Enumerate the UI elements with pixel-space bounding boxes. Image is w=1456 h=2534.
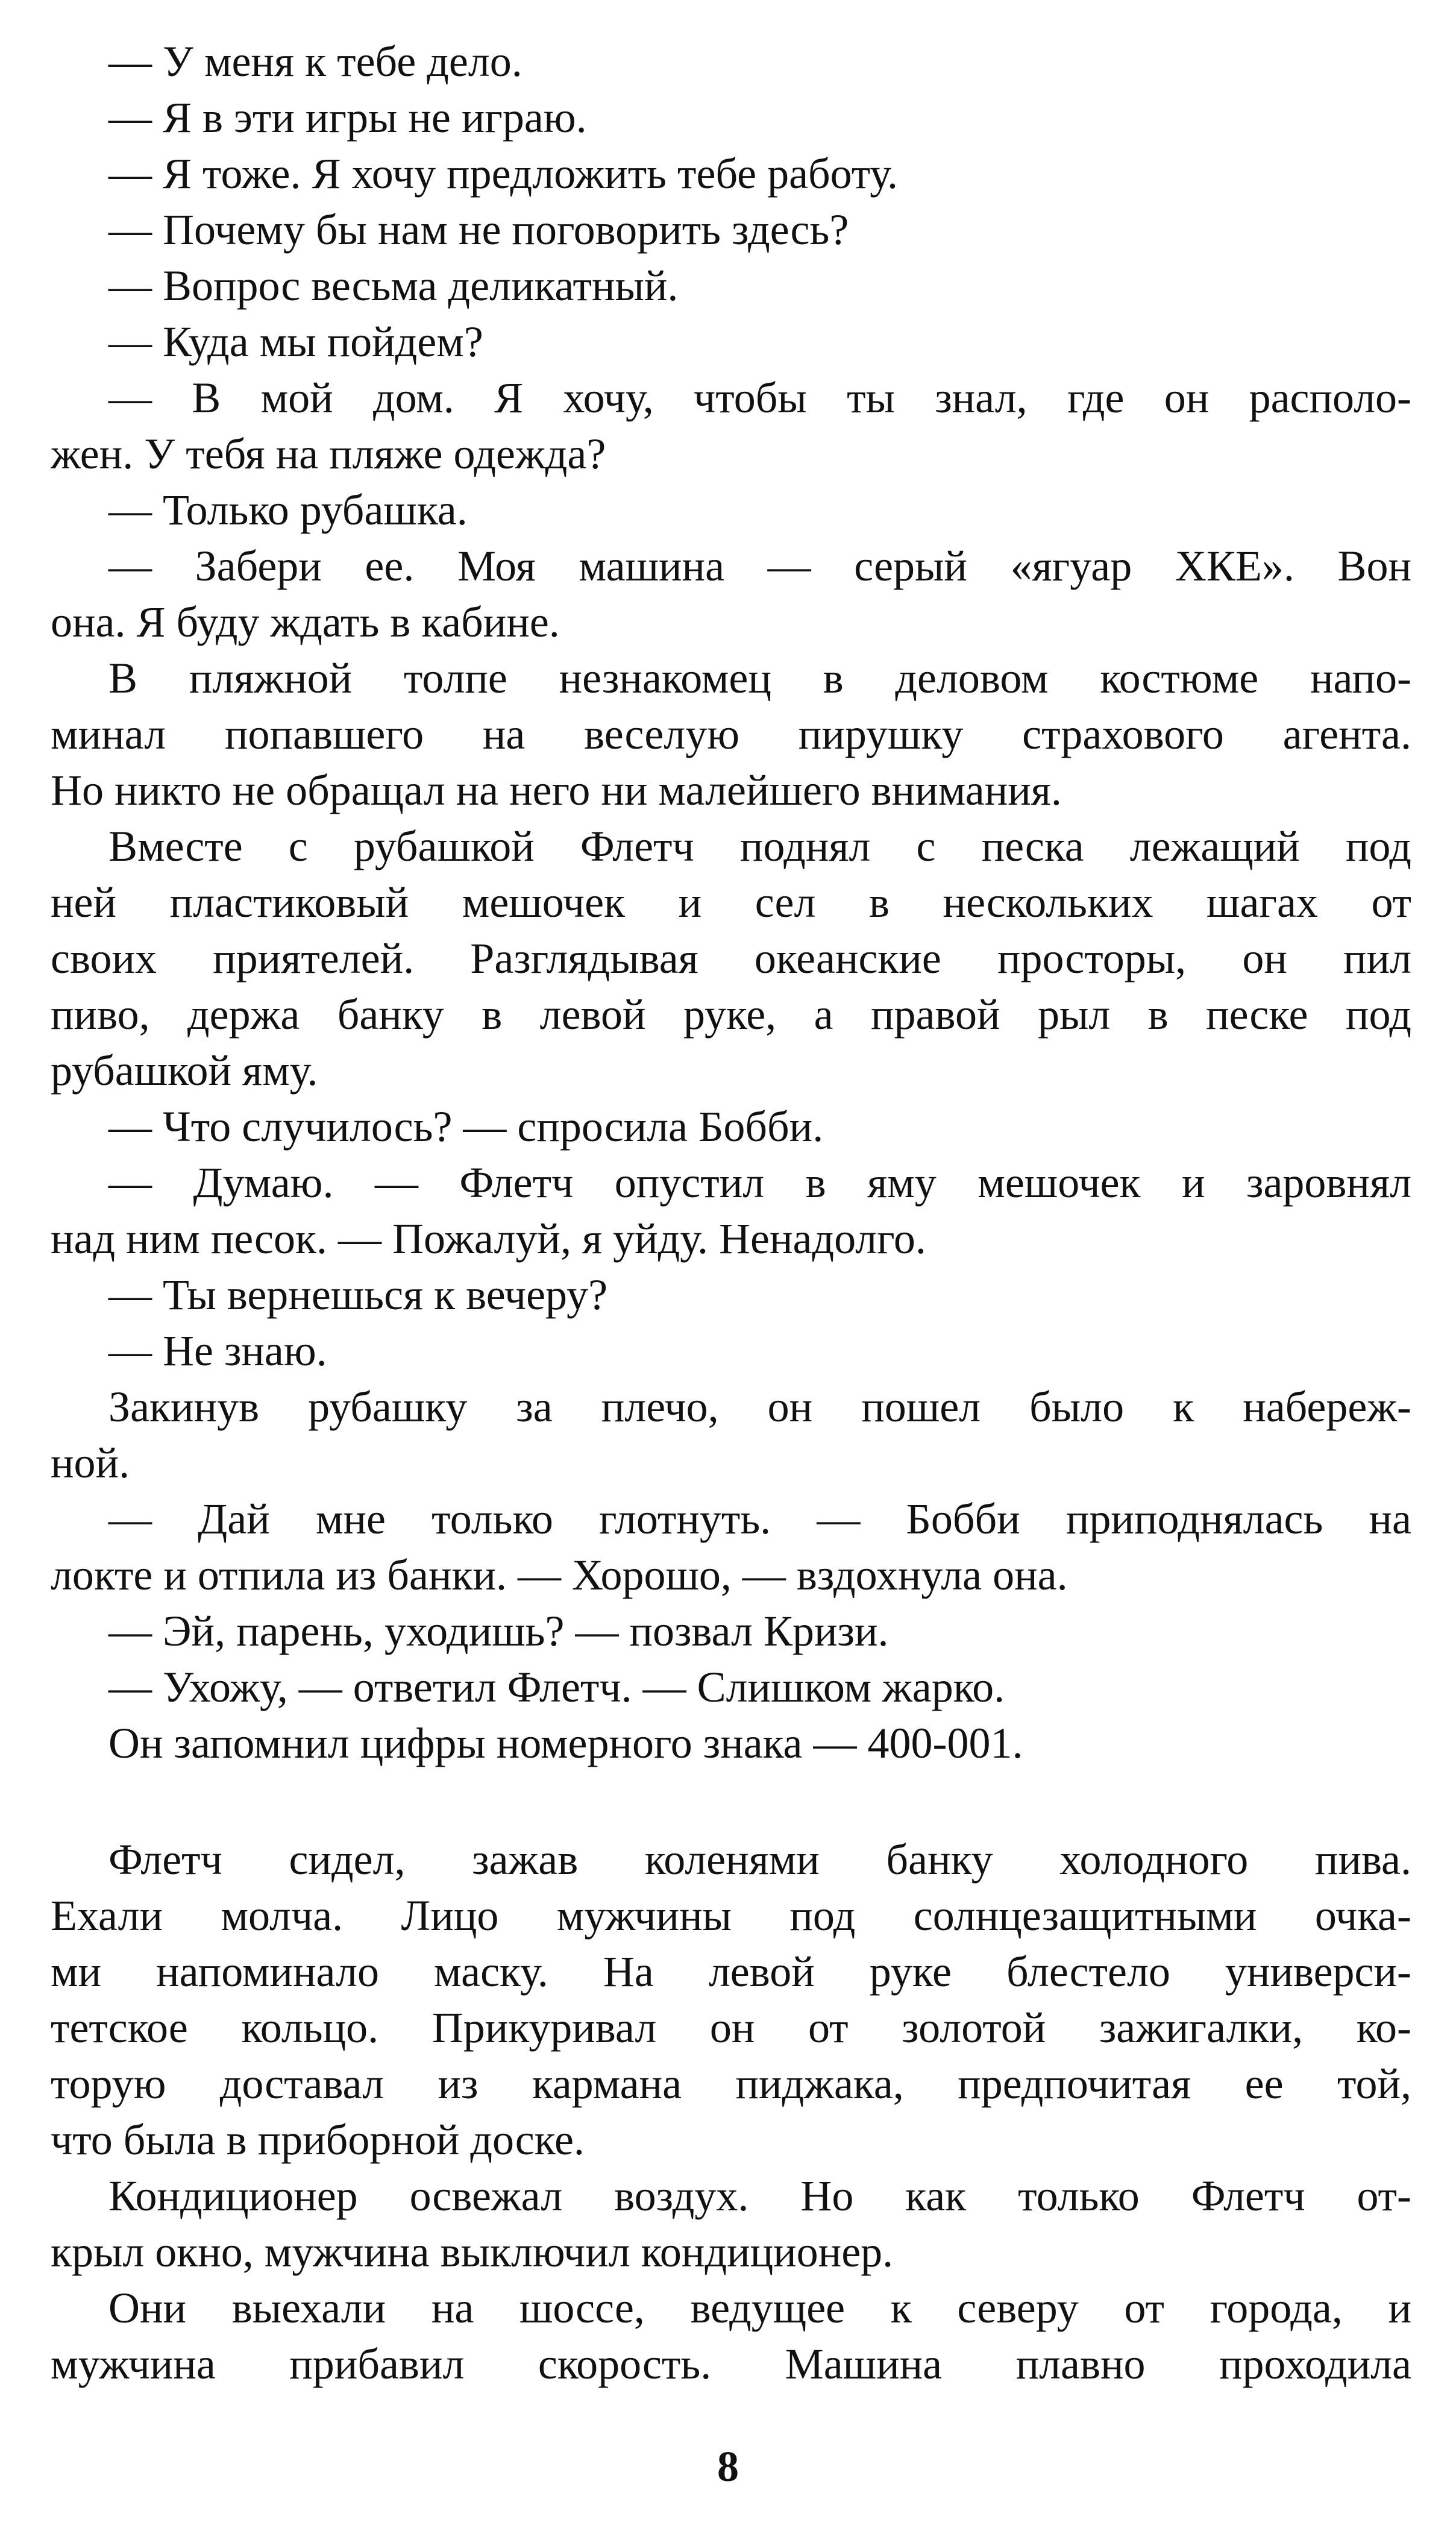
text-line: — Ты вернешься к вечеру? [108, 1271, 608, 1319]
text-line: минал попавшего на веселую пирушку страхового агента. [51, 710, 1411, 758]
text-line: — Эй, парень, уходишь? — позвал Кризи. [108, 1607, 889, 1655]
text-line: — Дай мне только глотнуть. — Бобби приподнялась на [108, 1495, 1411, 1543]
text-line: своих приятелей. Разглядывая океанские просторы, он пил [51, 934, 1411, 982]
text-line: — У меня к тебе дело. [108, 37, 522, 86]
page-body [51, 34, 1411, 2392]
text-line: что была в приборной доске. [51, 2116, 585, 2164]
text-line: — Не знаю. [108, 1327, 327, 1375]
text-line: ней пластиковый мешочек и сел в нескольких шагах от [51, 878, 1411, 926]
text-line: жен. У тебя на пляже одежда? [51, 430, 606, 478]
text-line: пиво, держа банку в левой руке, а правой рыл в песке под [51, 990, 1411, 1039]
text-line: — Я в эти игры не играю. [108, 93, 587, 142]
text-line: Он запомнил цифры номерного знака — 400-001. [108, 1719, 1023, 1767]
text-line: Но никто не обращал на него ни малейшего внимания. [51, 766, 1062, 814]
text-line: Закинув рубашку за плечо, он пошел было к набереж- [108, 1383, 1411, 1431]
text-line: — Куда мы пойдем? [108, 318, 483, 366]
page-number: 8 [717, 2442, 739, 2491]
text-line: — Только рубашка. [108, 486, 468, 534]
text-line: над ним песок. — Пожалуй, я уйду. Ненадолго. [51, 1215, 926, 1263]
text-line: Они выехали на шоссе, ведущее к северу от города, и [108, 2284, 1411, 2332]
text-line: — Думаю. — Флетч опустил в яму мешочек и заровнял [108, 1159, 1411, 1207]
text-line: — Я тоже. Я хочу предложить тебе работу. [108, 149, 899, 198]
text-line: В пляжной толпе незнакомец в деловом костюме напо- [108, 654, 1411, 702]
section-break [51, 1772, 1411, 1832]
text-line: Флетч сидел, зажав коленями банку холодного пива. [108, 1835, 1411, 1884]
text-line: мужчина прибавил скорость. Машина плавно проходила [51, 2340, 1411, 2388]
text-line: ми напоминало маску. На левой руке блестело универси- [51, 1948, 1411, 1996]
text-line: — Забери ее. Моя машина — серый «ягуар ХКЕ». Вон [108, 542, 1411, 590]
text-line: — Ухожу, — ответил Флетч. — Слишком жарко. [108, 1663, 1005, 1711]
text-line: торую доставал из кармана пиджака, предпочитая ее той, [51, 2060, 1411, 2108]
text-line: — Вопрос весьма деликатный. [108, 262, 679, 310]
text-line: — В мой дом. Я хочу, чтобы ты знал, где он располо- [108, 374, 1411, 422]
text-line: тетское кольцо. Прикуривал он от золотой зажигалки, ко- [51, 2004, 1411, 2052]
text-line: Вместе с рубашкой Флетч поднял с песка лежащий под [108, 822, 1411, 870]
text-line: — Что случилось? — спросила Бобби. [108, 1102, 824, 1151]
text-line: локте и отпила из банки. — Хорошо, — вздохнула она. [51, 1551, 1068, 1599]
text-line: ной. [51, 1439, 130, 1487]
text-line: Кондиционер освежал воздух. Но как только Флетч от- [108, 2172, 1411, 2220]
text-line: крыл окно, мужчина выключил кондиционер. [51, 2228, 894, 2276]
text-line: Ехали молча. Лицо мужчины под солнцезащитными очка- [51, 1891, 1411, 1940]
text-line: рубашкой яму. [51, 1046, 318, 1095]
text-line: она. Я буду ждать в кабине. [51, 598, 560, 646]
text-line: — Почему бы нам не поговорить здесь? [108, 206, 849, 254]
